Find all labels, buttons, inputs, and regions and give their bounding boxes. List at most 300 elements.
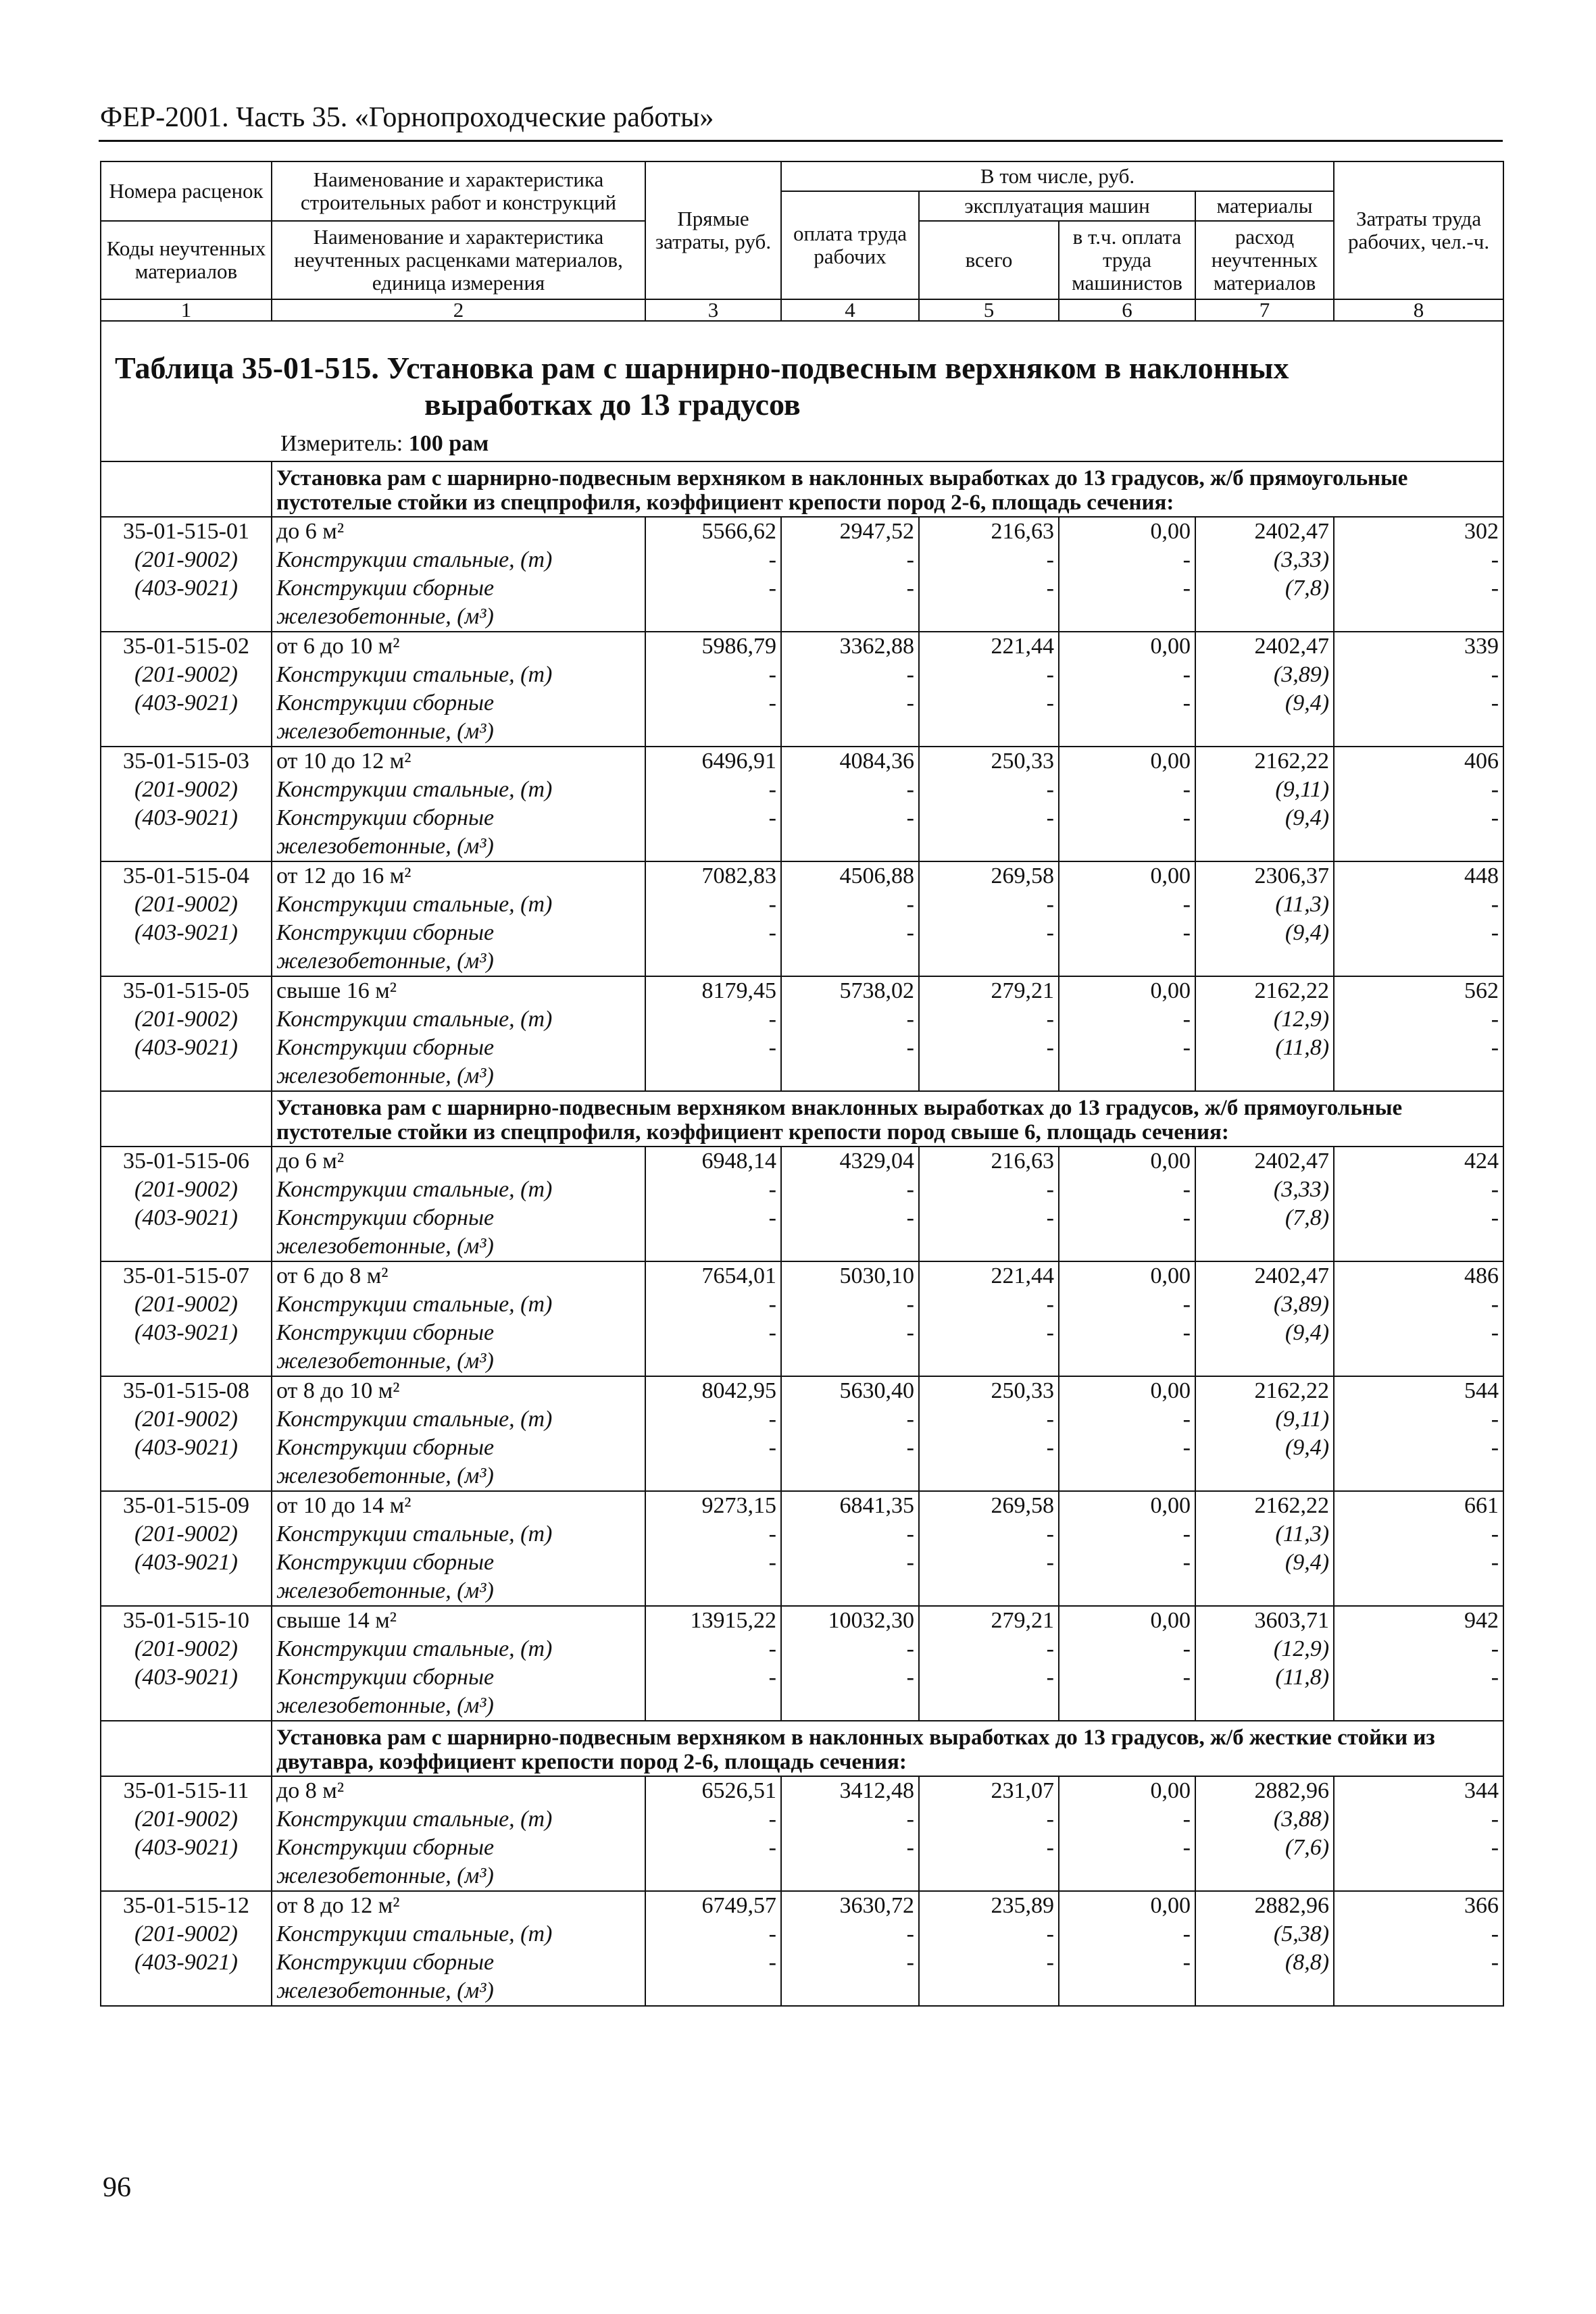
table-row xyxy=(101,976,1503,1005)
material-name: Конструкции сборные xyxy=(272,1034,645,1062)
header-material-names: Наименование и характеристика неучтенных расценками материалов, единица измерения xyxy=(272,221,645,299)
table-row xyxy=(101,861,1503,890)
material-qty: (9,11) xyxy=(1195,776,1334,804)
labor-hours: 424 xyxy=(1334,1147,1503,1176)
material-code: (403-9021) xyxy=(101,689,272,718)
rate-name: свыше 16 м² xyxy=(272,976,645,1005)
page-header: ФЕР-2001. Часть 35. «Горнопроходческие работы» xyxy=(100,102,714,133)
rate-name: от 8 до 10 м² xyxy=(272,1376,645,1405)
empty-value: - xyxy=(781,1520,919,1549)
machines-total: 269,58 xyxy=(919,861,1059,890)
empty-value: - xyxy=(1334,1204,1503,1232)
table-row xyxy=(101,1204,1503,1232)
material-code: (201-9002) xyxy=(101,1405,272,1434)
empty-value: - xyxy=(645,1948,781,1977)
labor-pay: 4084,36 xyxy=(781,747,919,776)
empty-cell xyxy=(1195,1347,1334,1376)
empty-value: - xyxy=(645,1663,781,1692)
labor-hours: 661 xyxy=(1334,1491,1503,1520)
empty-value: - xyxy=(645,661,781,689)
empty-value: - xyxy=(1059,1290,1195,1319)
empty-value: - xyxy=(919,776,1059,804)
table-row xyxy=(101,546,1503,574)
section-text: Установка рам с шарнирно-подвесным верхняком внаклонных выработках до 13 градусов, ж/б прямоугольные пустотелые стойки из спецпрофиля, коэффициент крепости пород свыше 6, площадь сечения: xyxy=(272,1091,1503,1147)
rate-code: 35-01-515-08 xyxy=(101,1376,272,1405)
empty-value: - xyxy=(1334,1834,1503,1862)
empty-cell xyxy=(645,832,781,861)
rate-name: от 8 до 12 м² xyxy=(272,1891,645,1920)
empty-value: - xyxy=(1059,1663,1195,1692)
empty-value: - xyxy=(1059,1319,1195,1347)
empty-value: - xyxy=(1334,689,1503,718)
empty-value: - xyxy=(919,1405,1059,1434)
rate-name: от 12 до 16 м² xyxy=(272,861,645,890)
header-labor-pay: оплата труда рабочих xyxy=(781,191,919,299)
machinist-pay: 0,00 xyxy=(1059,632,1195,661)
rate-code: 35-01-515-01 xyxy=(101,517,272,546)
empty-cell xyxy=(1059,1692,1195,1721)
empty-value: - xyxy=(645,804,781,832)
empty-value: - xyxy=(1059,890,1195,919)
col-num: 8 xyxy=(1334,299,1503,321)
material-code: (403-9021) xyxy=(101,804,272,832)
empty-cell xyxy=(919,718,1059,747)
empty-cell xyxy=(1195,603,1334,632)
empty-value: - xyxy=(781,1920,919,1948)
material-name: Конструкции стальные, (т) xyxy=(272,661,645,689)
empty-cell xyxy=(1059,1977,1195,2006)
machinist-pay: 0,00 xyxy=(1059,1491,1195,1520)
header-rule xyxy=(99,140,1503,142)
materials-cost: 2162,22 xyxy=(1195,747,1334,776)
machinist-pay: 0,00 xyxy=(1059,747,1195,776)
empty-cell xyxy=(645,603,781,632)
empty-cell xyxy=(1334,718,1503,747)
empty-value: - xyxy=(1059,661,1195,689)
empty-value: - xyxy=(781,1834,919,1862)
material-qty: (11,3) xyxy=(1195,1520,1334,1549)
materials-cost: 2882,96 xyxy=(1195,1776,1334,1805)
empty-value: - xyxy=(1334,1805,1503,1834)
material-code: (403-9021) xyxy=(101,1834,272,1862)
empty-value: - xyxy=(919,804,1059,832)
machinist-pay: 0,00 xyxy=(1059,1776,1195,1805)
empty-value: - xyxy=(919,919,1059,947)
empty-cell xyxy=(645,1977,781,2006)
machinist-pay: 0,00 xyxy=(1059,861,1195,890)
empty-cell xyxy=(1195,832,1334,861)
material-name: Конструкции стальные, (т) xyxy=(272,1290,645,1319)
material-qty: (9,4) xyxy=(1195,1549,1334,1577)
empty-value: - xyxy=(781,1663,919,1692)
col-num: 2 xyxy=(272,299,645,321)
material-name: Конструкции сборные xyxy=(272,1319,645,1347)
labor-hours: 562 xyxy=(1334,976,1503,1005)
rate-name: от 6 до 8 м² xyxy=(272,1261,645,1290)
col-num: 3 xyxy=(645,299,781,321)
empty-value: - xyxy=(1334,1948,1503,1977)
empty-value: - xyxy=(645,890,781,919)
empty-cell xyxy=(645,1347,781,1376)
header-work-name: Наименование и характеристика строительных работ и конструкций xyxy=(272,161,645,221)
empty-value: - xyxy=(1334,1549,1503,1577)
machines-total: 279,21 xyxy=(919,976,1059,1005)
material-name-cont: железобетонные, (м³) xyxy=(272,1692,645,1721)
empty-cell xyxy=(1059,1577,1195,1606)
material-code: (201-9002) xyxy=(101,1520,272,1549)
direct-costs: 7082,83 xyxy=(645,861,781,890)
table-row xyxy=(101,1347,1503,1376)
table-row xyxy=(101,1520,1503,1549)
empty-cell xyxy=(101,832,272,861)
empty-value: - xyxy=(919,1520,1059,1549)
machines-total: 250,33 xyxy=(919,747,1059,776)
col-num: 7 xyxy=(1195,299,1334,321)
direct-costs: 6526,51 xyxy=(645,1776,781,1805)
table-row xyxy=(101,804,1503,832)
empty-cell xyxy=(919,1062,1059,1091)
machines-total: 221,44 xyxy=(919,632,1059,661)
empty-cell xyxy=(101,1692,272,1721)
empty-value: - xyxy=(919,1290,1059,1319)
empty-value: - xyxy=(645,1805,781,1834)
empty-cell xyxy=(1334,832,1503,861)
labor-pay: 5738,02 xyxy=(781,976,919,1005)
table-row xyxy=(101,832,1503,861)
section-spacer xyxy=(101,461,272,517)
labor-hours: 366 xyxy=(1334,1891,1503,1920)
labor-pay: 5030,10 xyxy=(781,1261,919,1290)
empty-value: - xyxy=(1334,546,1503,574)
empty-cell xyxy=(1334,1862,1503,1891)
rate-code: 35-01-515-12 xyxy=(101,1891,272,1920)
material-name: Конструкции сборные xyxy=(272,574,645,603)
material-name: Конструкции стальные, (т) xyxy=(272,1176,645,1204)
material-code: (403-9021) xyxy=(101,919,272,947)
empty-value: - xyxy=(645,1005,781,1034)
empty-value: - xyxy=(1059,546,1195,574)
empty-value: - xyxy=(919,890,1059,919)
empty-value: - xyxy=(919,1434,1059,1462)
labor-pay: 3412,48 xyxy=(781,1776,919,1805)
material-name: Конструкции сборные xyxy=(272,1948,645,1977)
material-code: (201-9002) xyxy=(101,546,272,574)
empty-cell xyxy=(101,1977,272,2006)
empty-value: - xyxy=(1334,1290,1503,1319)
empty-value: - xyxy=(1334,804,1503,832)
empty-value: - xyxy=(645,919,781,947)
direct-costs: 5566,62 xyxy=(645,517,781,546)
table-row xyxy=(101,1147,1503,1176)
empty-value: - xyxy=(1059,1520,1195,1549)
header-material-consumption: расход неучтенных материалов xyxy=(1195,221,1334,299)
table-row xyxy=(101,603,1503,632)
empty-cell xyxy=(781,832,919,861)
empty-value: - xyxy=(919,1805,1059,1834)
meter-label: Измеритель: xyxy=(280,431,403,456)
empty-value: - xyxy=(781,1319,919,1347)
table-row xyxy=(101,1692,1503,1721)
empty-cell xyxy=(1059,718,1195,747)
material-code: (201-9002) xyxy=(101,1290,272,1319)
empty-cell xyxy=(1195,1232,1334,1261)
empty-cell xyxy=(781,1462,919,1491)
empty-cell xyxy=(1195,1862,1334,1891)
col-num: 1 xyxy=(101,299,272,321)
material-qty: (7,8) xyxy=(1195,1204,1334,1232)
material-code: (403-9021) xyxy=(101,1663,272,1692)
empty-cell xyxy=(1059,1347,1195,1376)
rate-code: 35-01-515-06 xyxy=(101,1147,272,1176)
table-row xyxy=(101,1062,1503,1091)
direct-costs: 6749,57 xyxy=(645,1891,781,1920)
labor-hours: 302 xyxy=(1334,517,1503,546)
empty-cell xyxy=(1195,1577,1334,1606)
empty-value: - xyxy=(1334,574,1503,603)
materials-cost: 2402,47 xyxy=(1195,1261,1334,1290)
material-qty: (11,3) xyxy=(1195,890,1334,919)
table-header xyxy=(101,161,1503,321)
material-code: (201-9002) xyxy=(101,1635,272,1663)
rate-code: 35-01-515-11 xyxy=(101,1776,272,1805)
empty-value: - xyxy=(781,776,919,804)
machines-total: 250,33 xyxy=(919,1376,1059,1405)
header-labor-hours: Затраты труда рабочих, чел.-ч. xyxy=(1334,161,1503,299)
empty-value: - xyxy=(1059,1834,1195,1862)
table-row xyxy=(101,1606,1503,1635)
material-code: (201-9002) xyxy=(101,1920,272,1948)
labor-pay: 3630,72 xyxy=(781,1891,919,1920)
material-code: (403-9021) xyxy=(101,1204,272,1232)
material-code: (201-9002) xyxy=(101,1805,272,1834)
material-code: (201-9002) xyxy=(101,890,272,919)
header-direct-costs: Прямые затраты, руб. xyxy=(645,161,781,299)
rate-name: от 10 до 12 м² xyxy=(272,747,645,776)
material-name: Конструкции стальные, (т) xyxy=(272,1405,645,1434)
empty-value: - xyxy=(645,1434,781,1462)
empty-value: - xyxy=(645,1176,781,1204)
empty-cell xyxy=(645,1692,781,1721)
materials-cost: 2882,96 xyxy=(1195,1891,1334,1920)
material-name: Конструкции стальные, (т) xyxy=(272,1520,645,1549)
empty-value: - xyxy=(1059,804,1195,832)
material-code: (403-9021) xyxy=(101,1034,272,1062)
empty-value: - xyxy=(1334,1176,1503,1204)
machinist-pay: 0,00 xyxy=(1059,1376,1195,1405)
empty-value: - xyxy=(1059,1920,1195,1948)
material-name-cont: железобетонные, (м³) xyxy=(272,947,645,976)
empty-value: - xyxy=(1059,1434,1195,1462)
material-name-cont: железобетонные, (м³) xyxy=(272,603,645,632)
table-row xyxy=(101,947,1503,976)
empty-cell xyxy=(919,1347,1059,1376)
machines-total: 279,21 xyxy=(919,1606,1059,1635)
table-row xyxy=(101,1290,1503,1319)
empty-cell xyxy=(101,947,272,976)
empty-cell xyxy=(101,1862,272,1891)
material-qty: (11,8) xyxy=(1195,1034,1334,1062)
material-name-cont: железобетонные, (м³) xyxy=(272,1862,645,1891)
section-header xyxy=(101,1091,1503,1147)
empty-cell xyxy=(781,1577,919,1606)
empty-cell xyxy=(101,1577,272,1606)
material-name: Конструкции сборные xyxy=(272,804,645,832)
empty-value: - xyxy=(781,1635,919,1663)
materials-cost: 2402,47 xyxy=(1195,517,1334,546)
material-name: Конструкции стальные, (т) xyxy=(272,1005,645,1034)
empty-cell xyxy=(781,603,919,632)
labor-pay: 3362,88 xyxy=(781,632,919,661)
empty-value: - xyxy=(1059,1549,1195,1577)
material-name: Конструкции сборные xyxy=(272,1834,645,1862)
empty-cell xyxy=(781,1062,919,1091)
empty-cell xyxy=(781,1692,919,1721)
table-row xyxy=(101,1948,1503,1977)
labor-hours: 448 xyxy=(1334,861,1503,890)
rate-name: до 6 м² xyxy=(272,1147,645,1176)
table-row xyxy=(101,776,1503,804)
materials-cost: 2162,22 xyxy=(1195,1376,1334,1405)
material-code: (403-9021) xyxy=(101,1434,272,1462)
table-row xyxy=(101,689,1503,718)
rate-code: 35-01-515-05 xyxy=(101,976,272,1005)
empty-value: - xyxy=(781,1549,919,1577)
meter-value: 100 рам xyxy=(408,431,489,456)
labor-hours: 486 xyxy=(1334,1261,1503,1290)
rate-code: 35-01-515-03 xyxy=(101,747,272,776)
empty-value: - xyxy=(645,1920,781,1948)
machines-total: 235,89 xyxy=(919,1891,1059,1920)
empty-value: - xyxy=(1334,1405,1503,1434)
material-code: (403-9021) xyxy=(101,1319,272,1347)
material-qty: (9,4) xyxy=(1195,1319,1334,1347)
table-row xyxy=(101,1462,1503,1491)
labor-pay: 4329,04 xyxy=(781,1147,919,1176)
empty-cell xyxy=(101,603,272,632)
material-qty: (9,4) xyxy=(1195,689,1334,718)
empty-cell xyxy=(1195,1062,1334,1091)
empty-value: - xyxy=(919,661,1059,689)
material-qty: (3,89) xyxy=(1195,661,1334,689)
empty-value: - xyxy=(919,1920,1059,1948)
empty-value: - xyxy=(919,546,1059,574)
labor-pay: 10032,30 xyxy=(781,1606,919,1635)
empty-cell xyxy=(101,1062,272,1091)
labor-hours: 344 xyxy=(1334,1776,1503,1805)
empty-value: - xyxy=(919,1948,1059,1977)
material-qty: (7,8) xyxy=(1195,574,1334,603)
page-number: 96 xyxy=(103,2172,131,2203)
machinist-pay: 0,00 xyxy=(1059,1606,1195,1635)
materials-cost: 3603,71 xyxy=(1195,1606,1334,1635)
labor-hours: 339 xyxy=(1334,632,1503,661)
section-text: Установка рам с шарнирно-подвесным верхняком в наклонных выработках до 13 градусов, ж/б прямоугольные пустотелые стойки из спецпрофиля, коэффициент крепости пород 2-6, площадь сечения: xyxy=(272,461,1503,517)
empty-value: - xyxy=(1334,1005,1503,1034)
rate-name: до 6 м² xyxy=(272,517,645,546)
rate-name: от 6 до 10 м² xyxy=(272,632,645,661)
material-qty: (7,6) xyxy=(1195,1834,1334,1862)
table-row xyxy=(101,1920,1503,1948)
empty-value: - xyxy=(645,574,781,603)
machinist-pay: 0,00 xyxy=(1059,517,1195,546)
labor-hours: 942 xyxy=(1334,1606,1503,1635)
material-name: Конструкции стальные, (т) xyxy=(272,1635,645,1663)
labor-hours: 406 xyxy=(1334,747,1503,776)
empty-value: - xyxy=(645,1319,781,1347)
table-row xyxy=(101,517,1503,546)
material-code: (201-9002) xyxy=(101,776,272,804)
section-spacer xyxy=(101,1091,272,1147)
rate-code: 35-01-515-02 xyxy=(101,632,272,661)
empty-cell xyxy=(919,1862,1059,1891)
empty-value: - xyxy=(645,1834,781,1862)
direct-costs: 8179,45 xyxy=(645,976,781,1005)
material-code: (201-9002) xyxy=(101,1176,272,1204)
empty-value: - xyxy=(645,1034,781,1062)
empty-value: - xyxy=(919,1319,1059,1347)
empty-cell xyxy=(645,1462,781,1491)
material-qty: (9,11) xyxy=(1195,1405,1334,1434)
empty-value: - xyxy=(1334,1663,1503,1692)
empty-value: - xyxy=(645,546,781,574)
empty-cell xyxy=(1059,1232,1195,1261)
material-name-cont: железобетонные, (м³) xyxy=(272,718,645,747)
empty-cell xyxy=(101,718,272,747)
material-code: (201-9002) xyxy=(101,661,272,689)
direct-costs: 8042,95 xyxy=(645,1376,781,1405)
empty-value: - xyxy=(1334,776,1503,804)
empty-cell xyxy=(919,603,1059,632)
empty-value: - xyxy=(781,546,919,574)
table-row xyxy=(101,1232,1503,1261)
empty-value: - xyxy=(919,1176,1059,1204)
empty-cell xyxy=(781,947,919,976)
empty-value: - xyxy=(1334,1635,1503,1663)
empty-cell xyxy=(645,1062,781,1091)
material-name-cont: железобетонные, (м³) xyxy=(272,1347,645,1376)
materials-cost: 2402,47 xyxy=(1195,1147,1334,1176)
empty-value: - xyxy=(1059,1805,1195,1834)
section-header xyxy=(101,461,1503,517)
empty-value: - xyxy=(1059,776,1195,804)
empty-value: - xyxy=(919,1204,1059,1232)
table-row xyxy=(101,1319,1503,1347)
empty-cell xyxy=(1195,1692,1334,1721)
rate-code: 35-01-515-07 xyxy=(101,1261,272,1290)
table-row xyxy=(101,1663,1503,1692)
empty-cell xyxy=(1195,1462,1334,1491)
material-qty: (11,8) xyxy=(1195,1663,1334,1692)
empty-cell xyxy=(645,947,781,976)
material-name: Конструкции сборные xyxy=(272,1549,645,1577)
table-row xyxy=(101,718,1503,747)
section-text: Установка рам с шарнирно-подвесным верхняком в наклонных выработках до 13 градусов, ж/б жесткие стойки из двутавра, коэффициент крепости пород 2-6, площадь сечения: xyxy=(272,1721,1503,1776)
empty-cell xyxy=(781,1232,919,1261)
empty-cell xyxy=(101,1462,272,1491)
empty-value: - xyxy=(781,1405,919,1434)
empty-value: - xyxy=(645,1635,781,1663)
empty-cell xyxy=(781,1862,919,1891)
empty-value: - xyxy=(781,1005,919,1034)
machines-total: 216,63 xyxy=(919,517,1059,546)
empty-value: - xyxy=(645,1549,781,1577)
material-qty: (3,88) xyxy=(1195,1805,1334,1834)
empty-value: - xyxy=(1334,1920,1503,1948)
rate-code: 35-01-515-09 xyxy=(101,1491,272,1520)
header-machinist-pay: в т.ч. оплата труда машинистов xyxy=(1059,221,1195,299)
empty-cell xyxy=(645,718,781,747)
empty-value: - xyxy=(781,689,919,718)
